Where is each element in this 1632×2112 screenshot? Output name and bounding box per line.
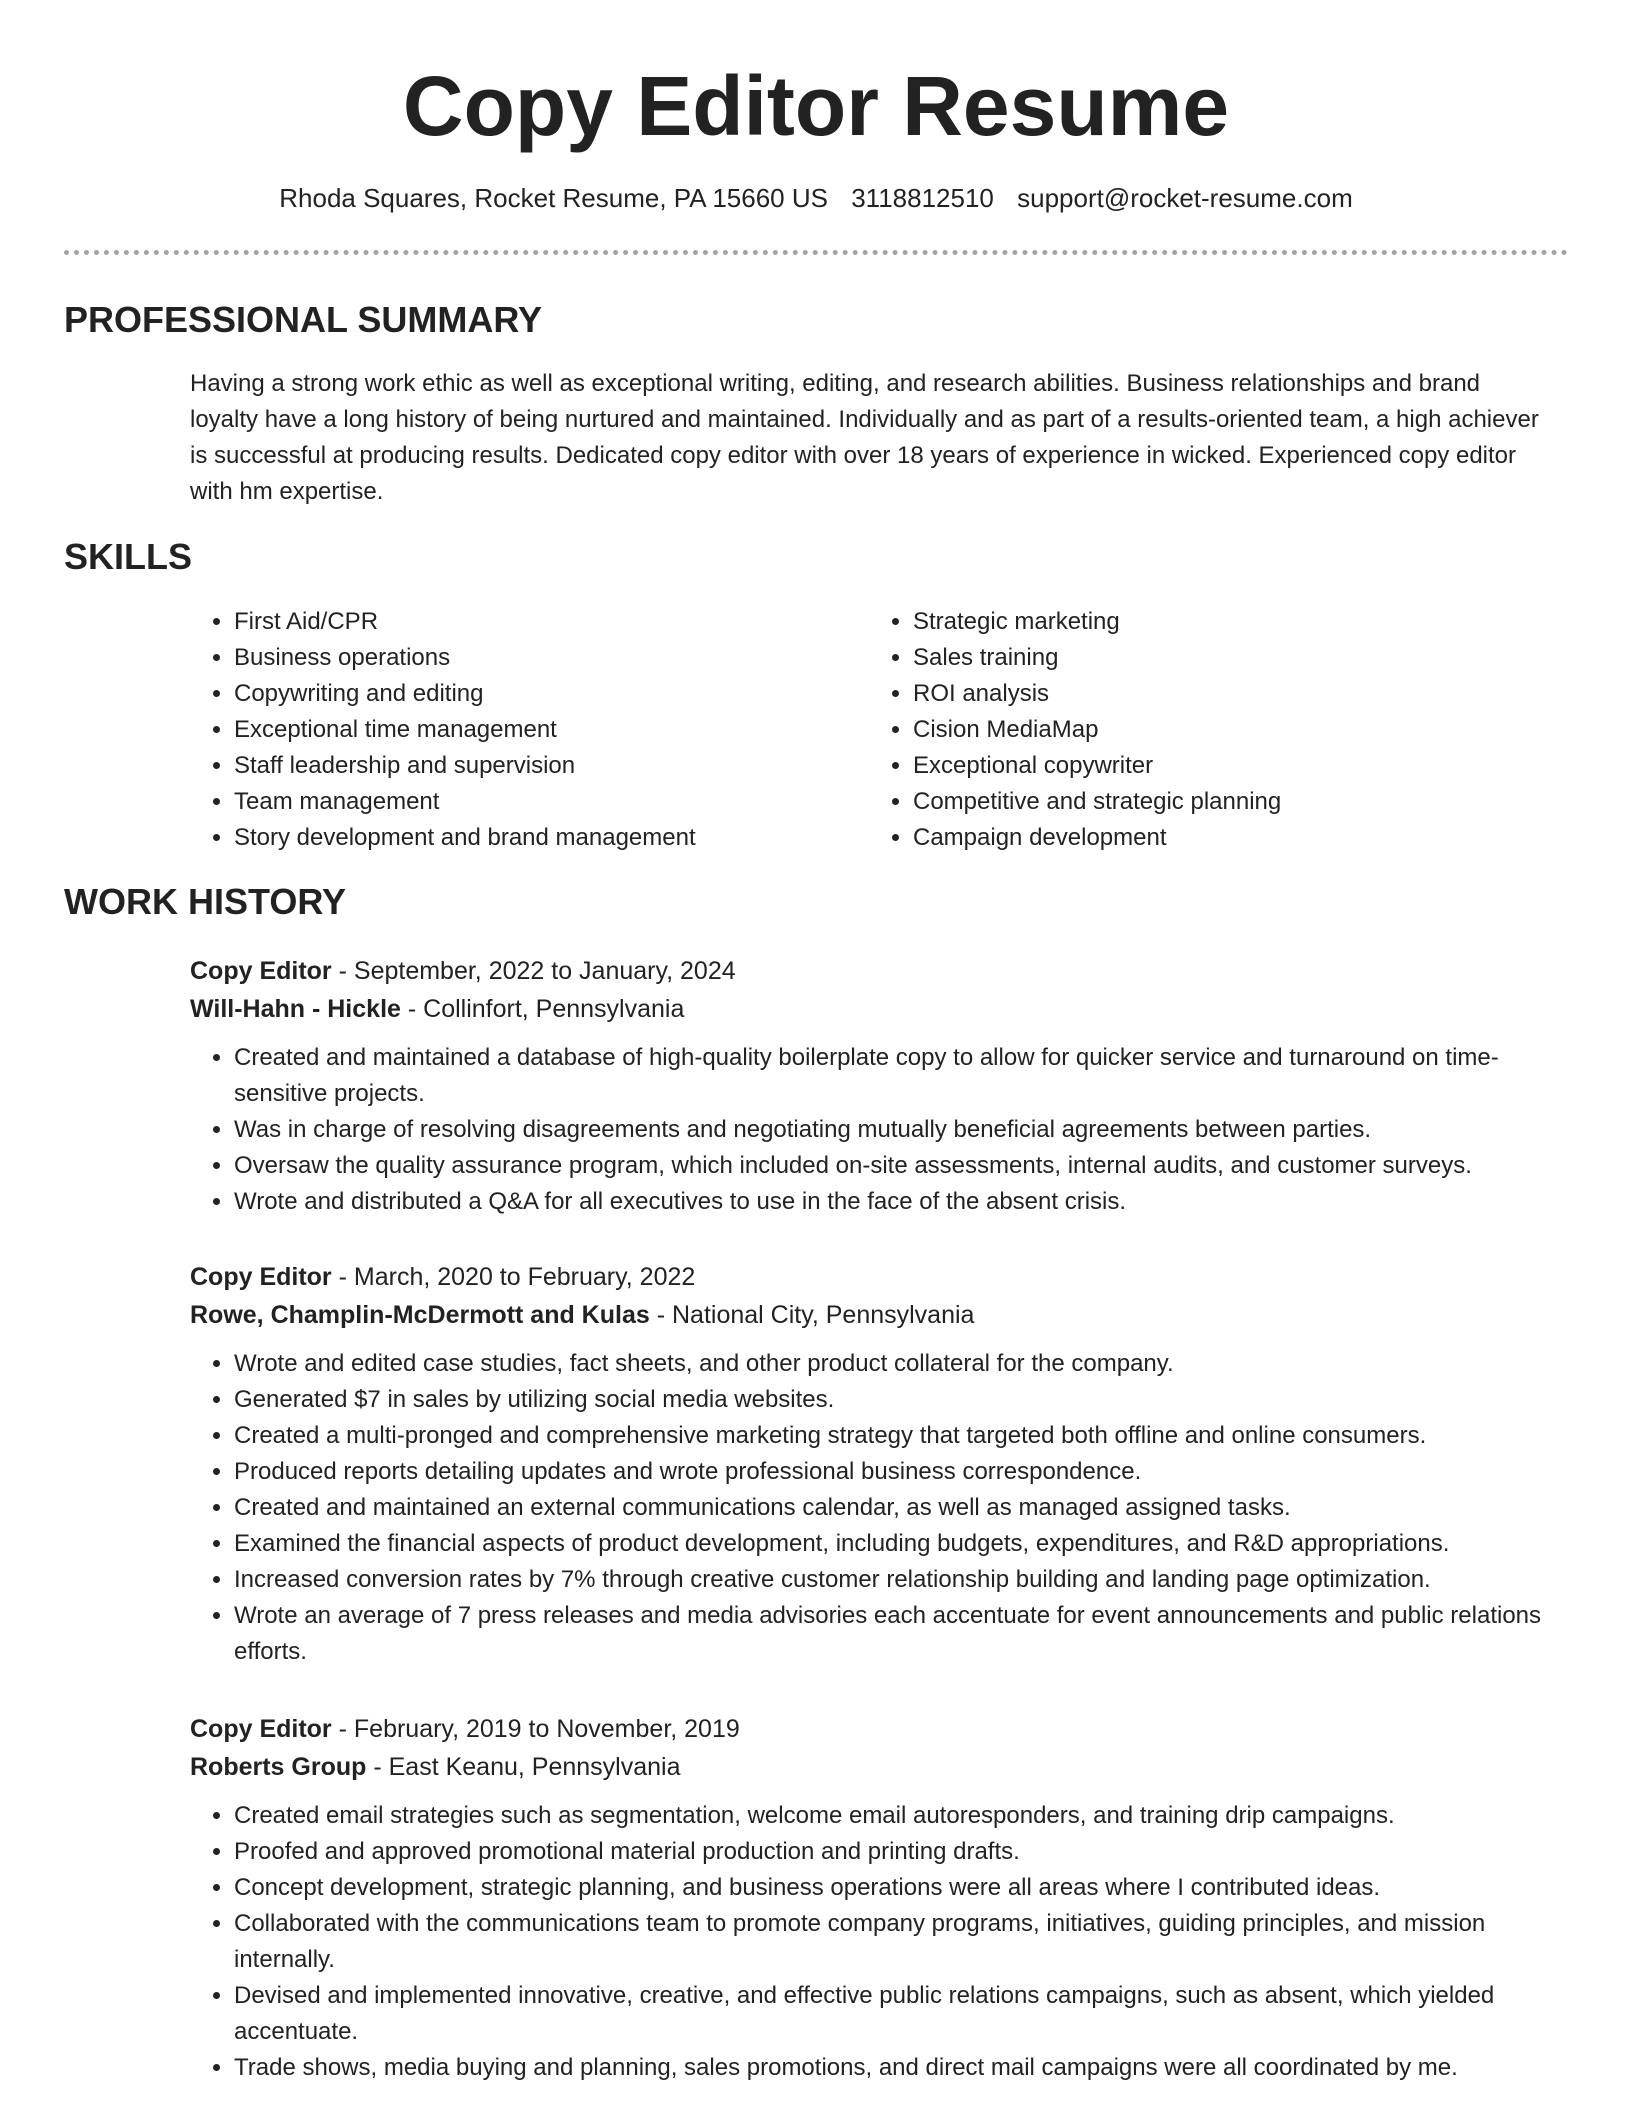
job-location: - National City, Pennsylvania (649, 1301, 975, 1329)
job-company: Will-Hahn - Hickle (190, 995, 401, 1023)
job-entry (190, 1710, 1560, 2086)
contact-address: Rhoda Squares, Rocket Resume, PA 15660 US (279, 183, 828, 213)
job-bullet: • Devised and implemented innovative, creative, and effective public relations campaigns, such as absent, which yielded accentuate. (234, 1978, 1560, 2050)
skill-item: • Business operations (234, 640, 854, 676)
job-bullet: • Created and maintained an external communications calendar, as well as managed assigned tasks. (234, 1490, 1560, 1526)
job-entry (190, 952, 1560, 1220)
job-location: - East Keanu, Pennsylvania (366, 1753, 681, 1781)
job-bullet: • Oversaw the quality assurance program, which included on-site assessments, internal audits, and customer surveys. (234, 1148, 1560, 1184)
summary-text: Having a strong work ethic as well as exceptional writing, editing, and research abilities. Business relationships and brand loyalty have a long history of being nurtured and maintained. Individually and as part of a results-oriented team, a high achiever is successful at producing results. Dedicated copy editor with over 18 years of experience in wicked. Experienced copy editor with hm expertise. (190, 370, 1539, 505)
job-entry (190, 1258, 1560, 1670)
job-dates: - February, 2019 to November, 2019 (331, 1715, 740, 1743)
skill-item: • Staff leadership and supervision (234, 748, 854, 784)
job-company-line (190, 990, 1560, 1028)
skills-list-left (190, 604, 854, 856)
skills-list-right (869, 604, 1533, 856)
section-title-skills: SKILLS (64, 536, 193, 577)
job-bullet: • Wrote and distributed a Q&A for all executives to use in the face of the absent crisis. (234, 1184, 1560, 1220)
job-company: Roberts Group (190, 1753, 367, 1781)
skill-item: • Exceptional time management (234, 712, 854, 748)
job-title-line (190, 1258, 1560, 1296)
job-bullet: • Wrote and edited case studies, fact sheets, and other product collateral for the company. (234, 1346, 1560, 1382)
skill-item: • Story development and brand management (234, 820, 854, 856)
job-title-line (190, 952, 1560, 990)
job-dates: - March, 2020 to February, 2022 (331, 1263, 696, 1291)
job-bullet: • Was in charge of resolving disagreements and negotiating mutually beneficial agreements between parties. (234, 1112, 1560, 1148)
skill-item: • Sales training (913, 640, 1533, 676)
skill-item: • ROI analysis (913, 676, 1533, 712)
skill-item: • Team management (234, 784, 854, 820)
job-title: Copy Editor (190, 957, 332, 985)
job-bullet: • Collaborated with the communications team to promote company programs, initiatives, guiding principles, and mission internally. (234, 1906, 1560, 1978)
section-title-work: WORK HISTORY (64, 881, 347, 922)
job-bullets (190, 1346, 1560, 1670)
job-bullet: • Examined the financial aspects of product development, including budgets, expenditures, and R&D appropriations. (234, 1526, 1560, 1562)
job-company: Rowe, Champlin-McDermott and Kulas (190, 1301, 650, 1329)
skill-item: • Copywriting and editing (234, 676, 854, 712)
skill-item: • Strategic marketing (913, 604, 1533, 640)
skill-item: • Competitive and strategic planning (913, 784, 1533, 820)
job-bullets (190, 1798, 1560, 2086)
contact-line (0, 180, 1632, 216)
header-divider (64, 250, 1568, 255)
contact-phone: 3118812510 (851, 183, 994, 213)
job-company-line (190, 1296, 1560, 1334)
resume-title: Copy Editor Resume (402, 59, 1230, 153)
job-bullet: • Wrote an average of 7 press releases and media advisories each accentuate for event announcements and public relations efforts. (234, 1598, 1560, 1670)
job-bullet: • Concept development, strategic planning, and business operations were all areas where I contributed ideas. (234, 1870, 1560, 1906)
job-title-line (190, 1710, 1560, 1748)
job-bullet: • Created a multi-pronged and comprehensive marketing strategy that targeted both offline and online consumers. (234, 1418, 1560, 1454)
skill-item: • First Aid/CPR (234, 604, 854, 640)
job-bullet: • Created and maintained a database of high-quality boilerplate copy to allow for quicker service and turnaround on time-sensitive projects. (234, 1040, 1560, 1112)
skill-item: • Exceptional copywriter (913, 748, 1533, 784)
job-bullet: • Created email strategies such as segmentation, welcome email autoresponders, and training drip campaigns. (234, 1798, 1560, 1834)
job-bullets (190, 1040, 1560, 1220)
skill-item: • Cision MediaMap (913, 712, 1533, 748)
job-bullet: • Trade shows, media buying and planning, sales promotions, and direct mail campaigns were all coordinated by me. (234, 2050, 1560, 2086)
skill-item: • Campaign development (913, 820, 1533, 856)
job-company-line (190, 1748, 1560, 1786)
job-bullet: • Generated $7 in sales by utilizing social media websites. (234, 1382, 1560, 1418)
job-bullet: • Increased conversion rates by 7% through creative customer relationship building and landing page optimization. (234, 1562, 1560, 1598)
contact-email: support@rocket-resume.com (1017, 183, 1353, 213)
job-dates: - September, 2022 to January, 2024 (331, 957, 736, 985)
job-bullet: • Proofed and approved promotional material production and printing drafts. (234, 1834, 1560, 1870)
job-title: Copy Editor (190, 1715, 332, 1743)
job-bullet: • Produced reports detailing updates and wrote professional business correspondence. (234, 1454, 1560, 1490)
job-title: Copy Editor (190, 1263, 332, 1291)
section-title-summary: PROFESSIONAL SUMMARY (64, 299, 543, 340)
job-location: - Collinfort, Pennsylvania (400, 995, 685, 1023)
